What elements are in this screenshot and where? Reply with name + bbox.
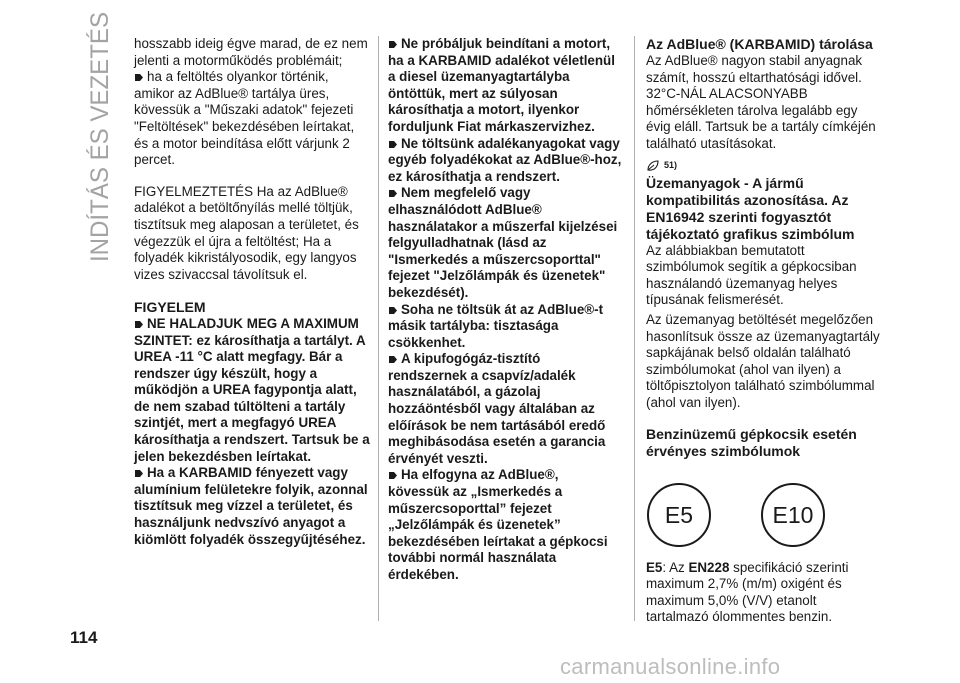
warning-text: Ne töltsünk adalékanyagokat vagy egyéb folyadékokat az AdBlue®-hoz, ez károsíthatja a rendszert. — [388, 135, 622, 184]
fuel-symbol-e5-label: E5 — [664, 501, 694, 528]
section-side-title — [72, 0, 122, 272]
warning-item — [388, 136, 622, 186]
bullet-arrow-icon — [134, 73, 144, 82]
warning-item — [134, 465, 370, 548]
fuel-definition-text: specifikáció szerinti maximum 2,7% (m/m) oxigént és maximum 5,0% (V/V) etanolt tartalmazó ólommentes benzin. — [646, 559, 849, 625]
section-heading: Üzemanyagok - A jármű kompatibilitás azonosítása. Az EN16942 szerinti fogyasztót tájékoztató grafikus szimbólum — [646, 174, 855, 242]
bullet-arrow-icon — [388, 355, 398, 364]
paragraph: Az AdBlue® nagyon stabil anyagnak számít, hosszú eltarthatósági idővel. 32°C-NÁL ALACSONYABB hőmérsékleten tárolva legalább egy évig eláll. Tartsuk be a tartály címkéjén található utasításokat. — [646, 53, 876, 151]
warning-text: Ne próbáljuk beindítani a motort, ha a KARBAMID adalékot véletlenül a diesel üzemanyagtartályba öntöttük, mert az súlyosan károsíthatja a motort, ilyenkor forduljunk Fiat márkaszervizhez. — [388, 36, 615, 134]
column-divider — [378, 36, 379, 621]
warning-text: Ha elfogyna az AdBlue®, kövessük az „Ismerkedés a műszercsoporttal” fejezet „Jelzőlámpák és üzenetek” bekezdésében leírtakat a gépkocsi további normál használata érdekében. — [388, 467, 608, 582]
bullet-arrow-icon — [388, 140, 398, 149]
warning-item — [388, 302, 622, 352]
warning-text: Nem megfelelő vagy elhasználódott AdBlue® használatakor a műszerfal kijelzései felgyulladhatnak (lásd az "Ismerkedés a műszercsoporttal" fejezet "Jelzőlámpák és üzenetek" bekezdését). — [388, 185, 618, 300]
warning-item — [388, 351, 622, 467]
column-divider — [634, 36, 635, 621]
warning-item — [388, 467, 622, 583]
fuel-definition — [646, 560, 882, 626]
warning-text: NE HALADJUK MEG A MAXIMUM SZINTET: ez károsíthatja a tartályt. A UREA -11 °C alatt megfagy. Bár a rendszer úgy készült, hogy a működjön a UREA fagypontja alatt, de nem szabad túltölteni a tartály szintjét, mert a megfagyó UREA károsíthatja a rendszert. Tartsuk be a jelen bekezdésben leírtakat. — [134, 315, 370, 464]
bullet-arrow-icon — [388, 189, 398, 198]
bullet-arrow-icon — [388, 306, 398, 315]
bullet-arrow-icon — [134, 320, 144, 329]
paragraph: Az üzemanyag betöltését megelőzően hasonlítsuk össze az üzemanyagtartály sapkájának belső oldalán található szimbólumokat (ahol van ilyen) a töltőpisztolyon található szimbólummal (ahol van ilyen). — [646, 311, 880, 410]
warning-item — [134, 316, 370, 465]
bullet-arrow-icon — [388, 40, 398, 49]
bullet-text: ha a feltöltés olyankor történik, amikor az AdBlue® tartálya üres, kövessük a "Műszaki adatok" fejezeti "Feltöltések" bekezdésében leírtakat, és a motor beindítása előtt várjunk 2 percet. — [134, 69, 355, 168]
bullet-arrow-icon — [134, 469, 144, 478]
section-heading: Az AdBlue® (KARBAMID) tárolása — [646, 36, 873, 52]
fuel-symbol-e10-label: E10 — [772, 501, 814, 528]
standard-code: EN228 — [688, 559, 730, 575]
warning-heading: FIGYELEM — [134, 299, 206, 316]
section-side-title-text: INDÍTÁS ÉS VEZETÉS — [86, 2, 114, 262]
paragraph: hosszabb ideig égve marad, de ez nem jelenti a motorműködés problémáit; — [134, 36, 368, 68]
fuel-symbol-e5-icon — [646, 482, 712, 548]
paragraph: Az alábbiakban bemutatott szimbólumok segítik a gépkocsiban használandó üzemanyag helyes típusának felismerését. — [646, 242, 857, 308]
environment-leaf-icon — [646, 160, 660, 172]
fuel-definition-text: : Az — [662, 559, 689, 575]
column-1 — [134, 36, 370, 548]
section-heading: Benzinüzemű gépkocsik esetén érvényes szimbólumok — [646, 425, 857, 459]
column-3 — [646, 36, 882, 626]
warning-item — [388, 36, 622, 136]
warning-item — [388, 185, 622, 301]
warning-text: Soha ne töltsük át az AdBlue®-t másik tartályba: tisztasága csökkenhet. — [388, 301, 604, 350]
fuel-symbols — [646, 482, 826, 548]
bullet-arrow-icon — [388, 471, 398, 480]
page-number: 114 — [70, 628, 98, 647]
reference-number: 51) — [664, 160, 678, 171]
paragraph: FIGYELMEZTETÉS Ha az AdBlue® adalékot a betöltőnyílás mellé töltjük, tisztítsuk meg alaposan a területet, és végezzük el újra a feltöltést; Ha a folyadék kikristályosodik, egy langyos vizes szivaccsal távolítsuk el. — [134, 183, 359, 282]
reference-row — [646, 157, 882, 175]
fuel-code: E5 — [646, 559, 663, 575]
bullet-item — [134, 69, 370, 169]
warning-text: Ha a KARBAMID fényezett vagy alumínium felületekre folyik, azonnal tisztítsuk meg vízzel a területet, és használjunk nedvszívó anyagot a kiömlött folyadék összegyűjtéséhez. — [134, 465, 368, 547]
watermark: carmanualsonline.info — [560, 654, 781, 679]
column-2 — [388, 36, 622, 584]
warning-text: A kipufogógáz-tisztító rendszernek a csapvíz/adalék használatából, a gázolaj hozzáöntésből vagy általában az előírások be nem tartásából eredő meghibásodása esetén a garancia érvényét veszti. — [388, 351, 606, 466]
fuel-symbol-e10-icon — [760, 482, 826, 548]
